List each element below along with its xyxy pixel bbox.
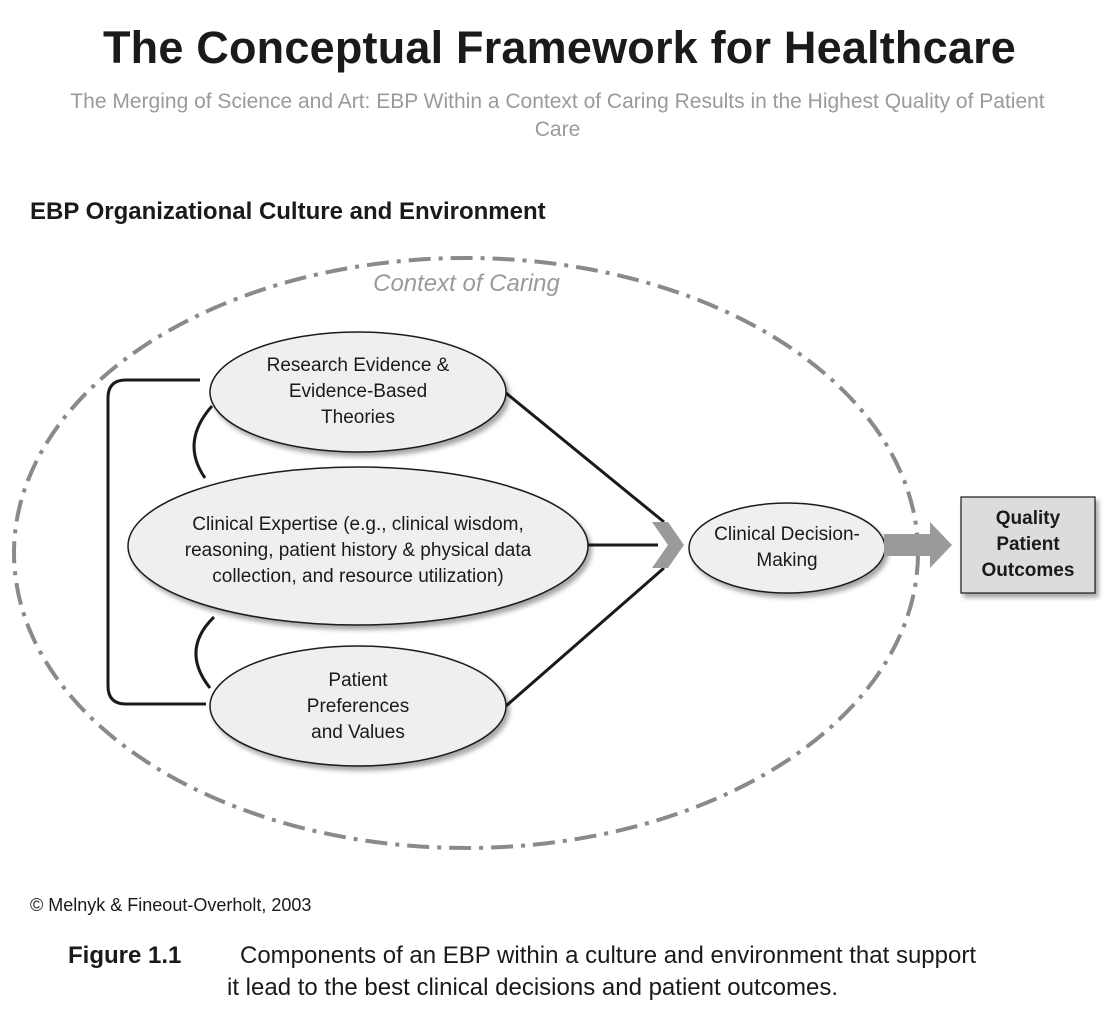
figure-caption: [68, 940, 1118, 1004]
label-line: Theories: [321, 407, 395, 428]
label-line: reasoning, patient history & physical data: [184, 540, 532, 561]
copyright-notice: © Melnyk & Fineout-Overholt, 2003: [30, 895, 312, 915]
label-line: Evidence-Based: [288, 381, 428, 402]
label-line: Quality: [995, 508, 1061, 529]
figure-label: Figure 1.1: [68, 942, 182, 969]
node-decision-label: [689, 522, 885, 574]
label-line: Research Evidence &: [266, 355, 450, 376]
node-expertise-label: [128, 512, 588, 590]
label-line: Preferences: [306, 696, 410, 717]
caption-line-1: Components of an EBP within a culture and environment that support: [240, 942, 976, 969]
label-line: Making: [756, 550, 818, 571]
label-line: Patient: [328, 670, 388, 691]
label-line: Clinical Expertise (e.g., clinical wisdom,: [192, 514, 524, 535]
label-line: Outcomes: [981, 560, 1075, 581]
context-of-caring-label: Context of Caring: [373, 270, 560, 297]
node-patient-label: [210, 668, 506, 746]
node-research-label: [210, 353, 506, 431]
page-title: The Conceptual Framework for Healthcare: [102, 22, 1017, 73]
caption-line-2: it lead to the best clinical decisions and patient outcomes.: [227, 974, 839, 1001]
label-line: Clinical Decision-: [714, 524, 860, 545]
outcome-label: [961, 497, 1095, 593]
page-subtitle: The Merging of Science and Art: EBP Within a Context of Caring Results in the Highest Quality of Patient Care: [70, 90, 1045, 141]
org-culture-label: EBP Organizational Culture and Environment: [30, 198, 546, 225]
label-line: collection, and resource utilization): [212, 566, 504, 587]
label-line: Patient: [996, 534, 1060, 555]
label-line: and Values: [311, 722, 405, 743]
